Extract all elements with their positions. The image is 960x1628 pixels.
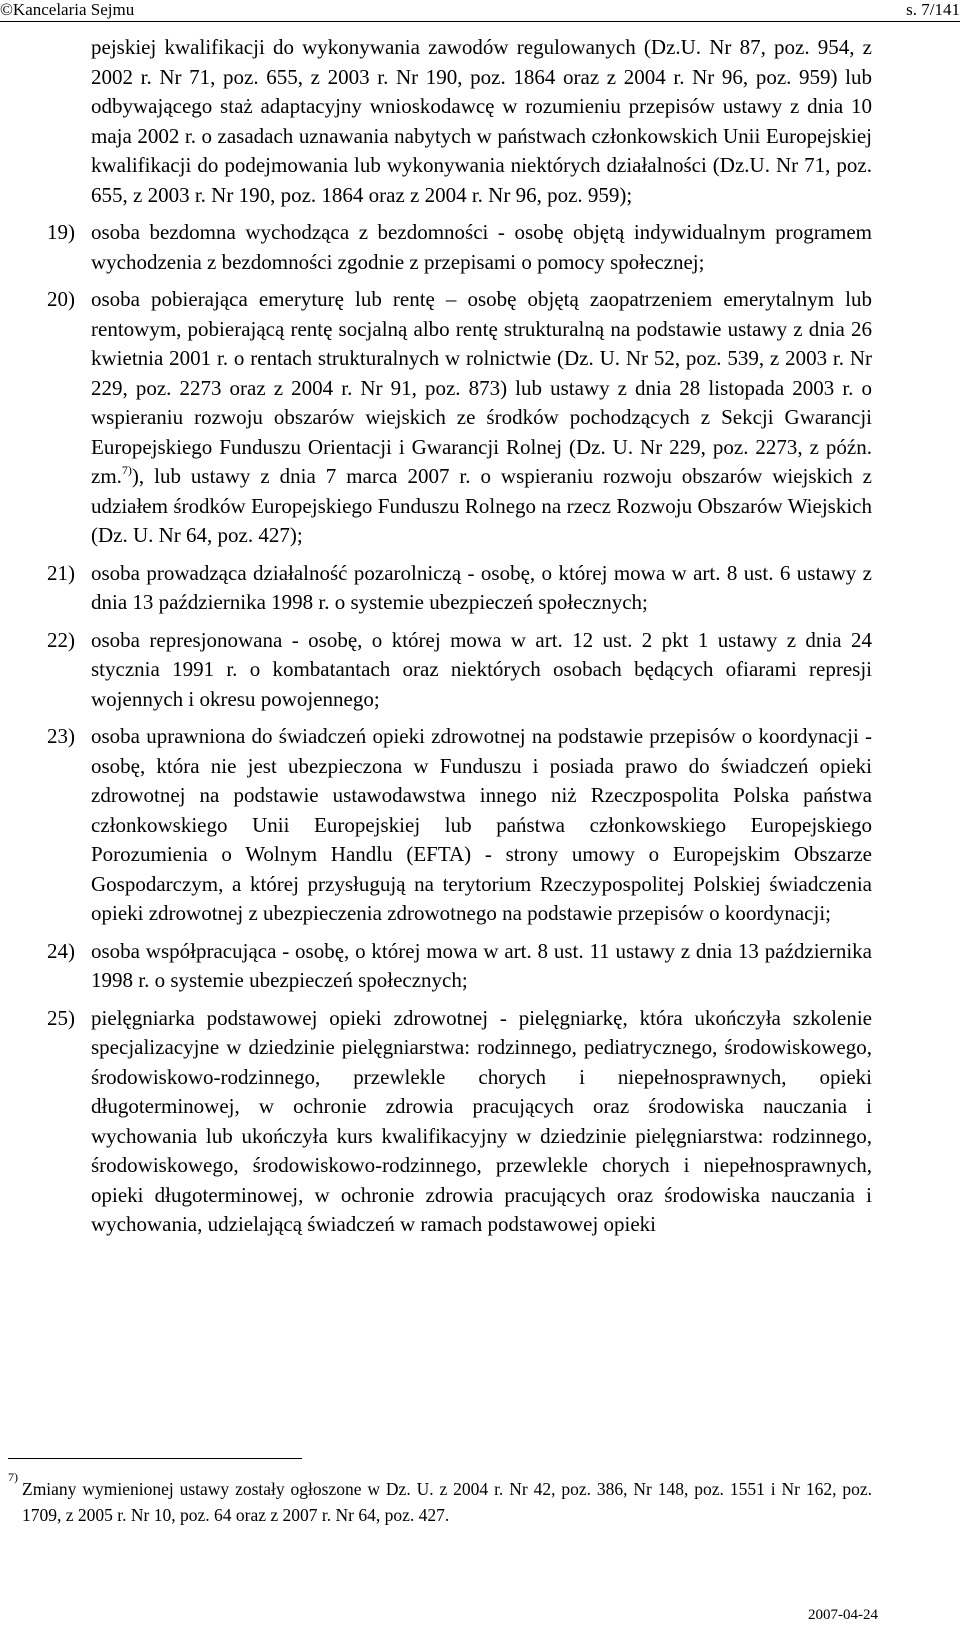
footnote [8, 1470, 872, 1528]
list-item-23 [47, 722, 872, 929]
item-number: 23) [47, 724, 75, 748]
item-number: 19) [47, 220, 75, 244]
item-text-continued: ), lub ustawy z dnia 7 marca 2007 r. o wspieraniu rozwoju obszarów wiejskich z udziałem środków Europejskiego Funduszu Rolnego na rzecz Rozwoju Obszarów Wiejskich (Dz. U. Nr 64, poz. 427); [91, 464, 872, 547]
item-text: osoba współpracująca - osobę, o której mowa w art. 8 ust. 11 ustawy z dnia 13 października 1998 r. o systemie ubezpieczeń społecznych; [91, 938, 872, 992]
item-text: osoba uprawniona do świadczeń opieki zdrowotnej na podstawie przepisów o koordynacji - osobę, która nie jest ubezpieczona w Funduszu i posiada prawo do świadczeń opieki zdrowotnej na podstawie ustawodawstwa innego niż Rzeczpospolita Polska państwa członkowskiego Unii Europejskiej lub państwa członkowskiego Europejskiego Porozumienia o Wolnym Handlu (EFTA) - strony umowy o Europejskim Obszarze Gospodarczym, a której przysługują na terytorium Rzeczypospolitej Polskiej świadczenia opieki zdrowotnej z ubezpieczenia zdrowotnego na podstawie przepisów o koordynacji; [91, 724, 872, 925]
footnote-mark: 7) [8, 1470, 18, 1484]
footer-date: 2007-04-24 [808, 1607, 878, 1623]
document-body [47, 33, 872, 1248]
continuation-paragraph: pejskiej kwalifikacji do wykonywania zawodów regulowanych (Dz.U. Nr 87, poz. 954, z 2002 r. Nr 71, poz. 655, z 2003 r. Nr 190, poz. 1864 oraz z 2004 r. Nr 96, poz. 959) lub odbywającego staż adaptacyjny wnioskodawcę w rozumieniu przepisów ustawy z dnia 10 maja 2002 r. o zasadach uznawania nabytych w państwach członkowskich Unii Europejskiej kwalifikacji do podejmowania lub wykonywania niektórych działalności (Dz.U. Nr 71, poz. 655, z 2003 r. Nr 190, poz. 1864 oraz z 2004 r. Nr 96, poz. 959); [91, 35, 872, 207]
item-text: pielęgniarka podstawowej opieki zdrowotnej - pielęgniarkę, która ukończyła szkolenie specjalizacyjne w dziedzinie pielęgniarstwa: rodzinnego, pediatrycznego, środowiskowego, środowiskowo-rodzinnego, przewlekle chorych i niepełnosprawnych, opieki długoterminowej, w ochronie zdrowia pracujących oraz środowiska nauczania i wychowania lub ukończyła kurs kwalifikacyjny w dziedzinie pielęgniarstwa: rodzinnego, środowiskowego, środowiskowo-rodzinnego, przewlekle chorych i niepełnosprawnych, opieki długoterminowej, w ochronie zdrowia pracujących oraz środowiska nauczania i wychowania, udzielającą świadczeń w ramach podstawowej opieki [91, 1005, 872, 1236]
item-text: osoba pobierająca emeryturę lub rentę – osobę objętą zaopatrzeniem emerytalnym lub rentowym, pobierającą rentę socjalną albo rentę strukturalną na podstawie ustawy z dnia 26 kwietnia 2001 r. o rentach strukturalnych w rolnictwie (Dz. U. Nr 52, poz. 539, z 2003 r. Nr 229, poz. 2273 oraz z 2004 r. Nr 91, poz. 873) lub ustawy z dnia 28 listopada 2003 r. o wspieraniu rozwoju obszarów wiejskich ze środków pochodzących z Sekcji Gwarancji Europejskiego Funduszu Orientacji i Gwarancji Rolnej (Dz. U. Nr 229, poz. 2273, z późn. zm. [91, 287, 872, 488]
page-number: s. 7/141 [906, 0, 960, 19]
footnote-reference[interactable]: 7) [121, 463, 132, 477]
item-text: osoba bezdomna wychodząca z bezdomności - osobę objętą indywidualnym programem wychodzenia z bezdomności zgodnie z przepisami o pomocy społecznej; [91, 220, 872, 274]
item-number: 25) [47, 1005, 75, 1030]
item-number: 21) [47, 560, 75, 585]
list-item-22 [47, 626, 872, 715]
item-text: osoba prowadząca działalność pozarolniczą - osobę, o której mowa w art. 8 ust. 6 ustawy z dnia 13 października 1998 r. o systemie ubezpieczeń społecznych; [91, 560, 872, 614]
list-item-25 [47, 1004, 872, 1240]
item-number: 20) [47, 287, 75, 311]
footnote-text: Zmiany wymienionej ustawy zostały ogłoszone w Dz. U. z 2004 r. Nr 42, poz. 386, Nr 148, poz. 1551 i Nr 162, poz. 1709, z 2005 r. Nr 10, poz. 64 oraz z 2007 r. Nr 64, poz. 427. [22, 1479, 872, 1525]
list-item-21 [47, 559, 872, 618]
footnote-divider [8, 1458, 302, 1459]
item-number: 24) [47, 938, 75, 963]
item-number: 22) [47, 627, 75, 652]
header-divider [0, 21, 960, 22]
list-item-20 [47, 285, 872, 551]
page-header [0, 0, 960, 23]
list-item-24 [47, 937, 872, 996]
copyright-label: ©Kancelaria Sejmu [0, 0, 135, 19]
item-text: osoba represjonowana - osobę, o której mowa w art. 12 ust. 2 pkt 1 ustawy z dnia 24 stycznia 1991 r. o kombatantach oraz niektórych osobach będących ofiarami represji wojennych i okresu powojennego; [91, 627, 872, 711]
list-item-19 [47, 218, 872, 277]
